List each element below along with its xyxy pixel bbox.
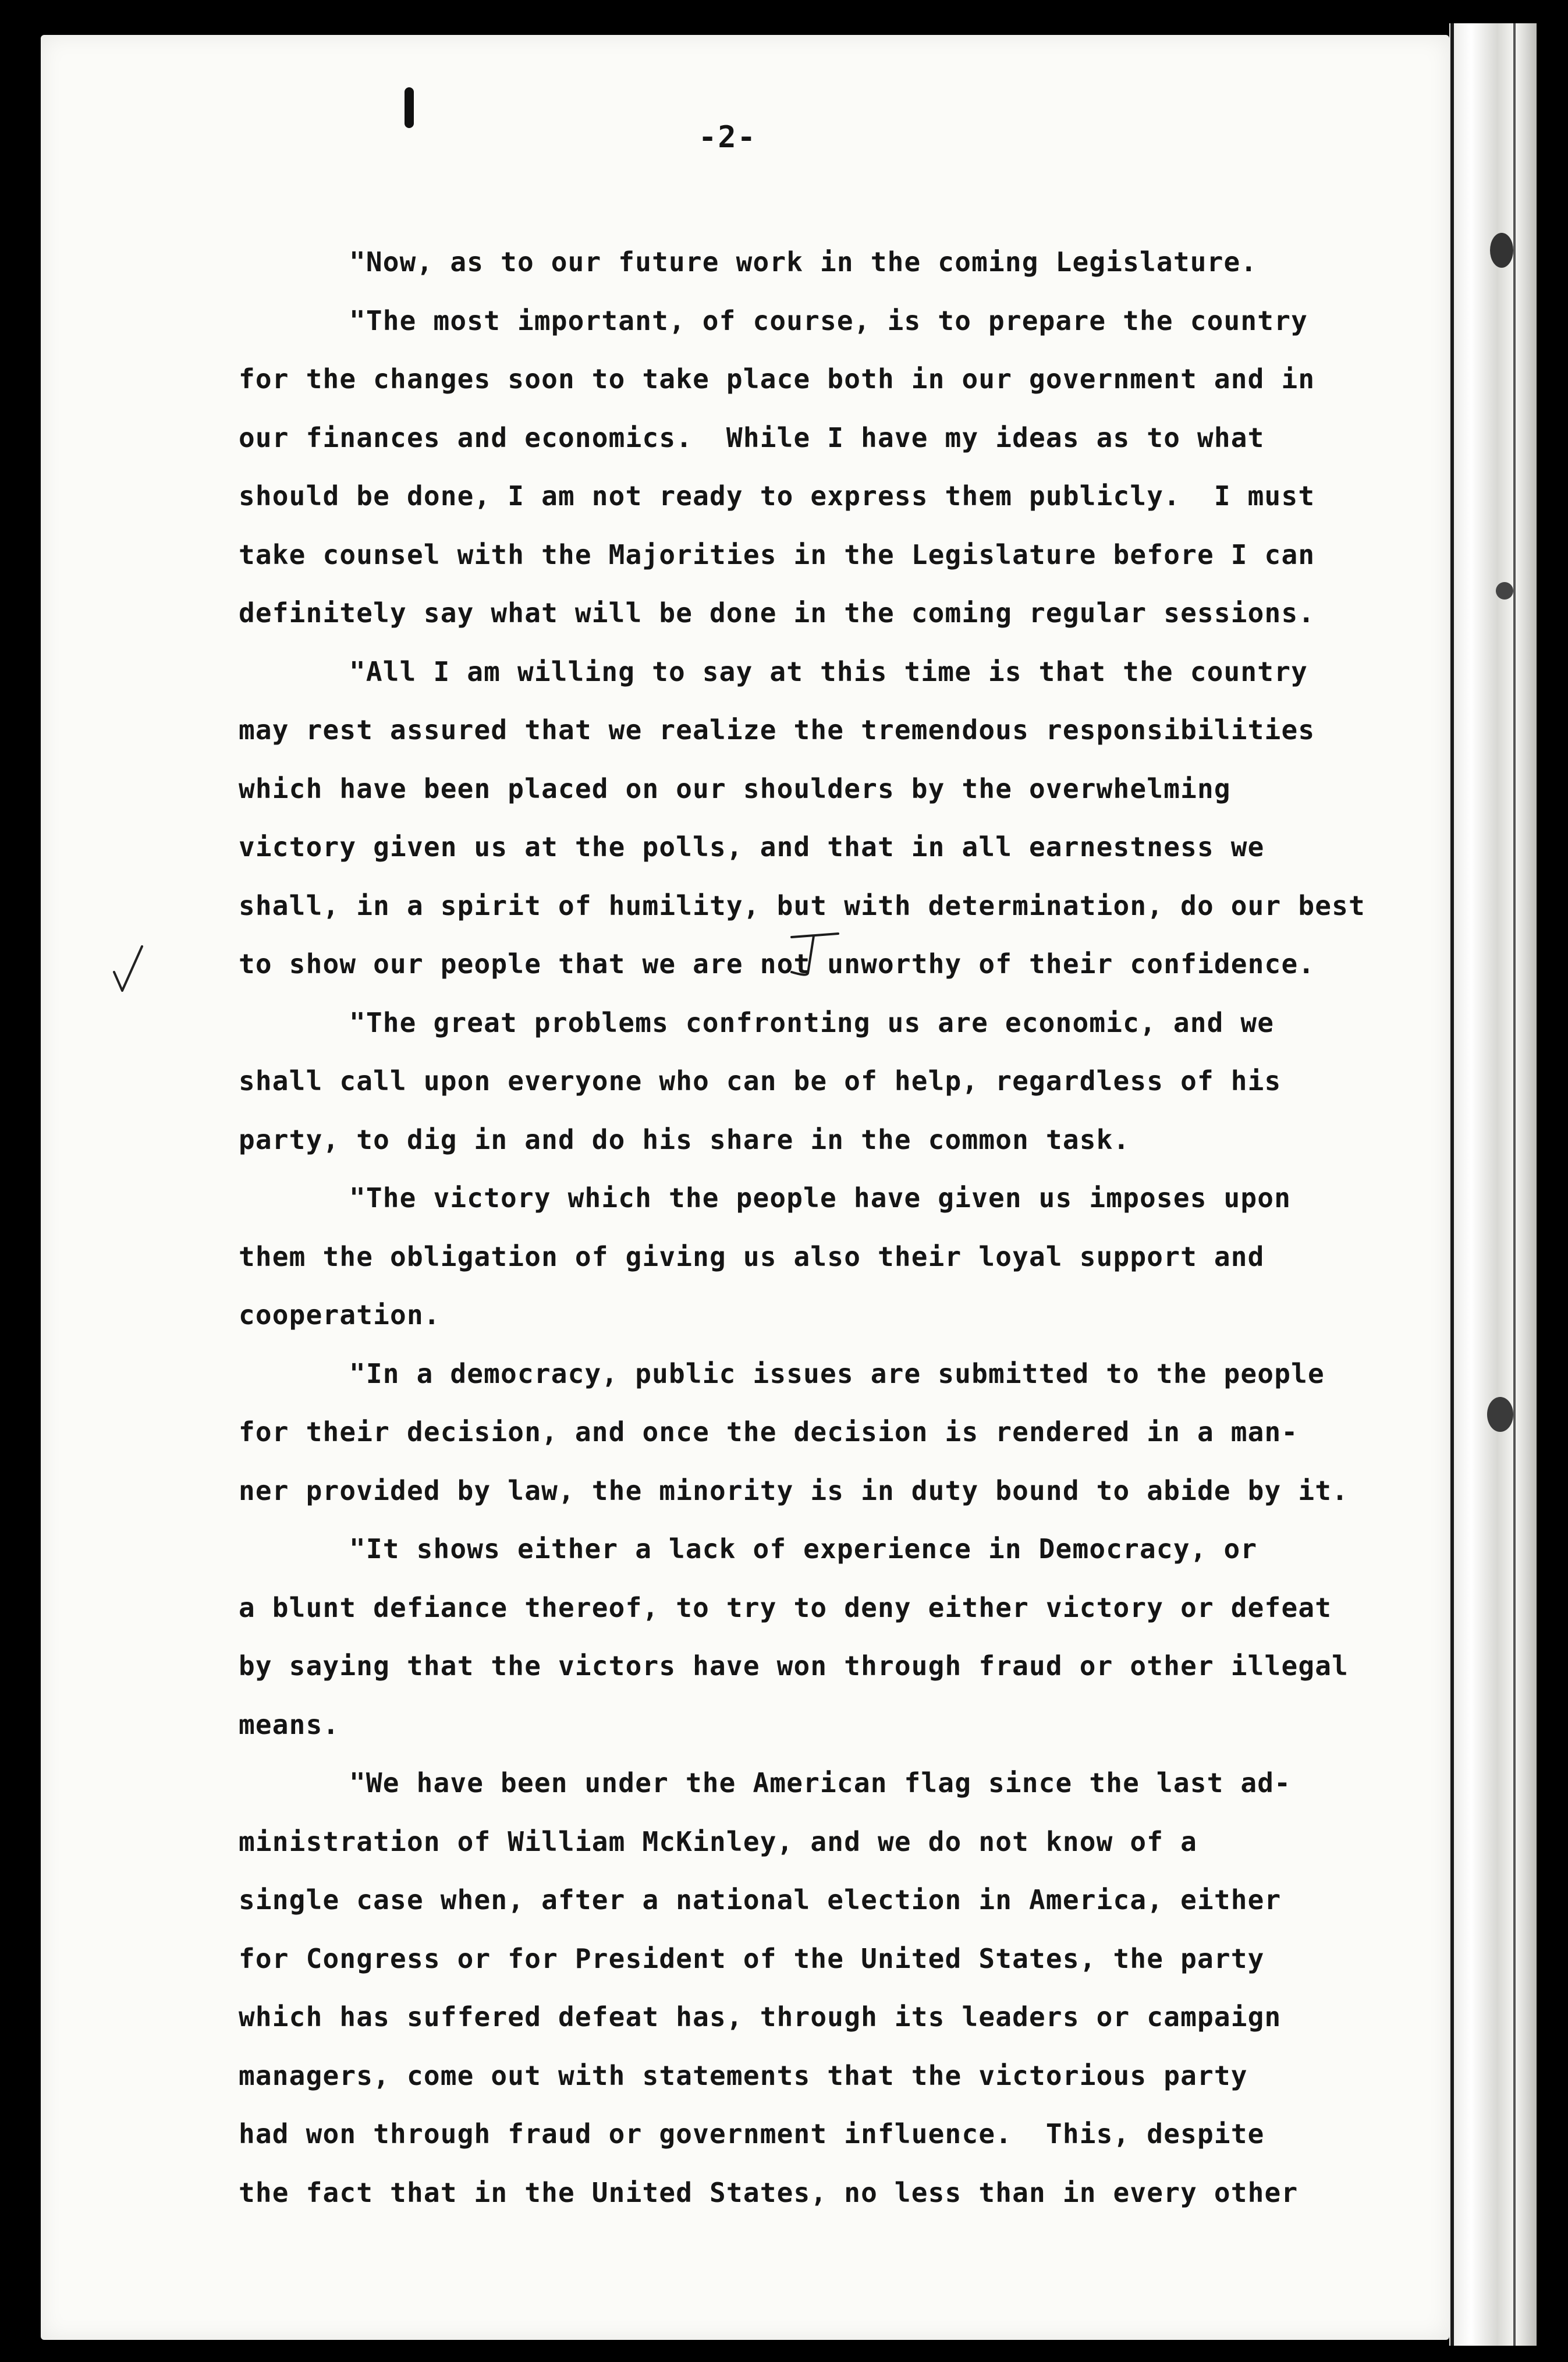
text-line: the fact that in the United States, no less than in every other xyxy=(239,2176,1299,2208)
text-line: which has suffered defeat has, through its leaders or campaign xyxy=(239,2001,1282,2033)
text-line: "It shows either a lack of experience in Democracy, or xyxy=(349,1533,1258,1565)
ink-blot xyxy=(1490,233,1513,268)
text-line: a blunt defiance thereof, to try to deny either victory or defeat xyxy=(239,1591,1332,1623)
text-line: victory given us at the polls, and that in all earnestness we xyxy=(239,831,1265,863)
page-number: -2- xyxy=(698,120,757,155)
text-line: definitely say what will be done in the coming regular sessions. xyxy=(239,597,1315,629)
text-line: party, to dig in and do his share in the common task. xyxy=(239,1123,1130,1155)
text-line: our finances and economics. While I have my ideas as to what xyxy=(239,421,1265,453)
text-line: by saying that the victors have won through fraud or other illegal xyxy=(239,1650,1349,1682)
text-line: "We have been under the American flag since the last ad- xyxy=(349,1767,1292,1799)
text-line: "In a democracy, public issues are submitted to the people xyxy=(349,1357,1325,1389)
text-line: to show our people that we are not unworthy of their confidence. xyxy=(239,948,1315,980)
text-line: which have been placed on our shoulders by the overwhelming xyxy=(239,772,1231,804)
ink-blot xyxy=(1487,1397,1513,1432)
text-line: "The great problems confronting us are economic, and we xyxy=(349,1006,1275,1038)
text-line: "All I am willing to say at this time is that the country xyxy=(349,655,1308,687)
text-line: single case when, after a national election in America, either xyxy=(239,1884,1282,1916)
text-line: managers, come out with statements that the victorious party xyxy=(239,2059,1248,2091)
text-line: "The most important, of course, is to prepare the country xyxy=(349,304,1308,336)
text-line: for Congress or for President of the United States, the party xyxy=(239,1942,1265,1974)
checkmark-icon xyxy=(111,943,146,995)
text-line: should be done, I am not ready to express them publicly. I must xyxy=(239,480,1315,512)
text-line: shall call upon everyone who can be of help, regardless of his xyxy=(239,1065,1282,1097)
text-line: cooperation. xyxy=(239,1299,441,1331)
page-edge-line xyxy=(1513,23,1516,2346)
text-line: take counsel with the Majorities in the Legislature before I can xyxy=(239,538,1315,570)
text-line: ner provided by law, the minority is in duty bound to abide by it. xyxy=(239,1474,1349,1506)
text-line: "Now, as to our future work in the coming Legislature. xyxy=(349,246,1258,278)
ink-blot xyxy=(1496,582,1513,600)
text-line: means. xyxy=(239,1708,340,1740)
page-edge-line xyxy=(1450,23,1454,2346)
text-line: for their decision, and once the decision is rendered in a man- xyxy=(239,1416,1299,1448)
text-line: shall, in a spirit of humility, but with determination, do our best xyxy=(239,889,1365,921)
ink-blot xyxy=(405,87,414,128)
text-line: for the changes soon to take place both in our government and in xyxy=(239,363,1315,395)
text-line: "The victory which the people have given us imposes upon xyxy=(349,1182,1292,1214)
text-line: had won through fraud or government influence. This, despite xyxy=(239,2118,1265,2150)
text-line: ministration of William McKinley, and we do not know of a xyxy=(239,1825,1197,1857)
text-line: may rest assured that we realize the tremendous responsibilities xyxy=(239,714,1315,746)
page-edge xyxy=(1449,23,1537,2346)
typed-text-body xyxy=(239,233,1426,2222)
text-line: them the obligation of giving us also their loyal support and xyxy=(239,1240,1265,1272)
